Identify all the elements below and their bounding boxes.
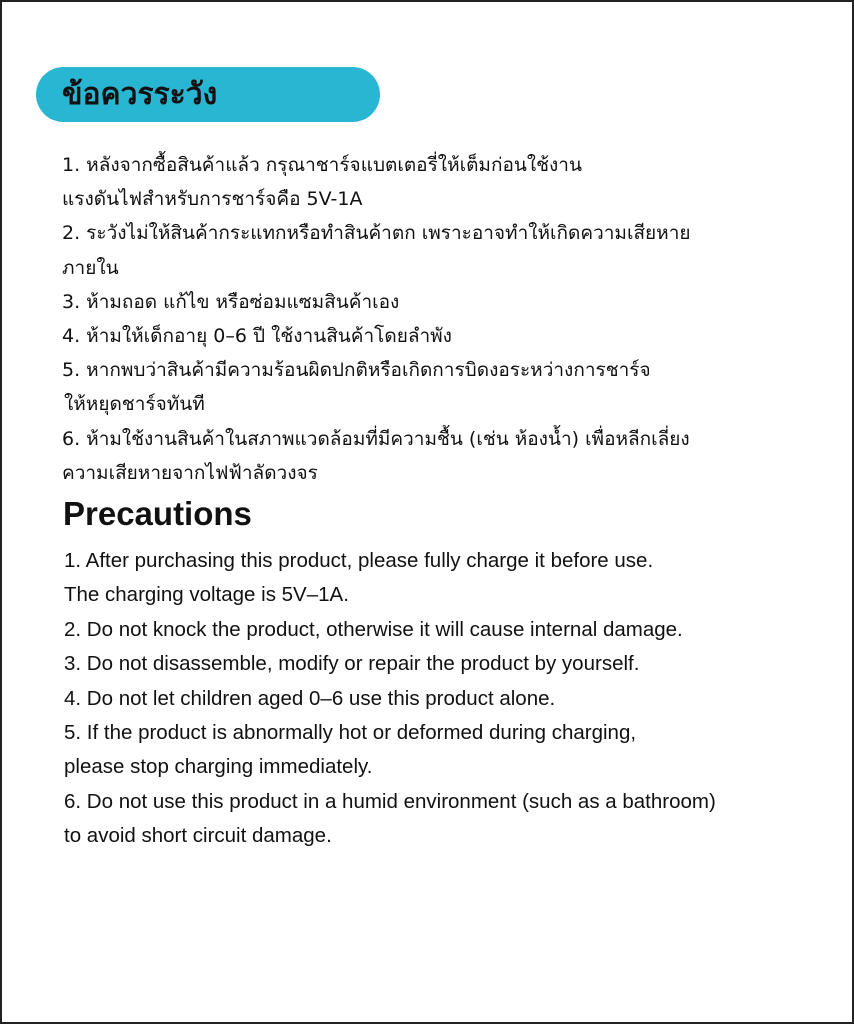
english-line: 1. After purchasing this product, please fully charge it before use. — [64, 549, 654, 572]
thai-line: ภายใน — [62, 256, 119, 279]
thai-precautions-list — [62, 148, 832, 490]
thai-line: 3. ห้ามถอด แก้ไข หรือซ่อมแซมสินค้าเอง — [62, 290, 400, 313]
english-line: The charging voltage is 5V–1A. — [64, 583, 349, 607]
thai-heading-badge — [36, 67, 380, 122]
english-line: 5. If the product is abnormally hot or deformed during charging, — [64, 720, 637, 744]
english-precautions-list — [64, 544, 844, 854]
english-line: to avoid short circuit damage. — [64, 824, 332, 848]
thai-line: 5. หากพบว่าสินค้ามีความร้อนผิดปกติหรือเกิดการบิดงอระหว่างการชาร์จ — [62, 359, 651, 382]
english-line: please stop charging immediately. — [64, 755, 373, 779]
english-heading: Precautions — [63, 495, 252, 532]
thai-heading: ข้อควรระวัง — [62, 76, 218, 112]
english-line: 6. Do not use this product in a humid environment (such as a bathroom) — [64, 789, 716, 813]
thai-line: 6. ห้ามใช้งานสินค้าในสภาพแวดล้อมที่มีความชื้น (เช่น ห้องน้ำ) เพื่อหลีกเลี่ยง — [62, 427, 690, 450]
thai-line: 2. ระวังไม่ให้สินค้ากระแทกหรือทำสินค้าตก เพราะอาจทำให้เกิดความเสียหาย — [62, 222, 691, 245]
english-line: 4. Do not let children aged 0–6 use this product alone. — [64, 686, 556, 710]
thai-line: 1. หลังจากซื้อสินค้าแล้ว กรุณาชาร์จแบตเตอรี่ให้เต็มก่อนใช้งาน — [62, 154, 582, 176]
thai-line: ให้หยุดชาร์จทันที — [64, 393, 205, 416]
thai-line: 4. ห้ามให้เด็กอายุ 0–6 ปี ใช้งานสินค้าโดยลำพัง — [62, 324, 452, 347]
english-line: 3. Do not disassemble, modify or repair the product by yourself. — [64, 652, 640, 676]
thai-line: ความเสียหายจากไฟฟ้าลัดวงจร — [62, 461, 318, 484]
english-line: 2. Do not knock the product, otherwise it will cause internal damage. — [64, 617, 683, 641]
thai-line: แรงดันไฟสำหรับการชาร์จคือ 5V-1A — [62, 188, 363, 211]
